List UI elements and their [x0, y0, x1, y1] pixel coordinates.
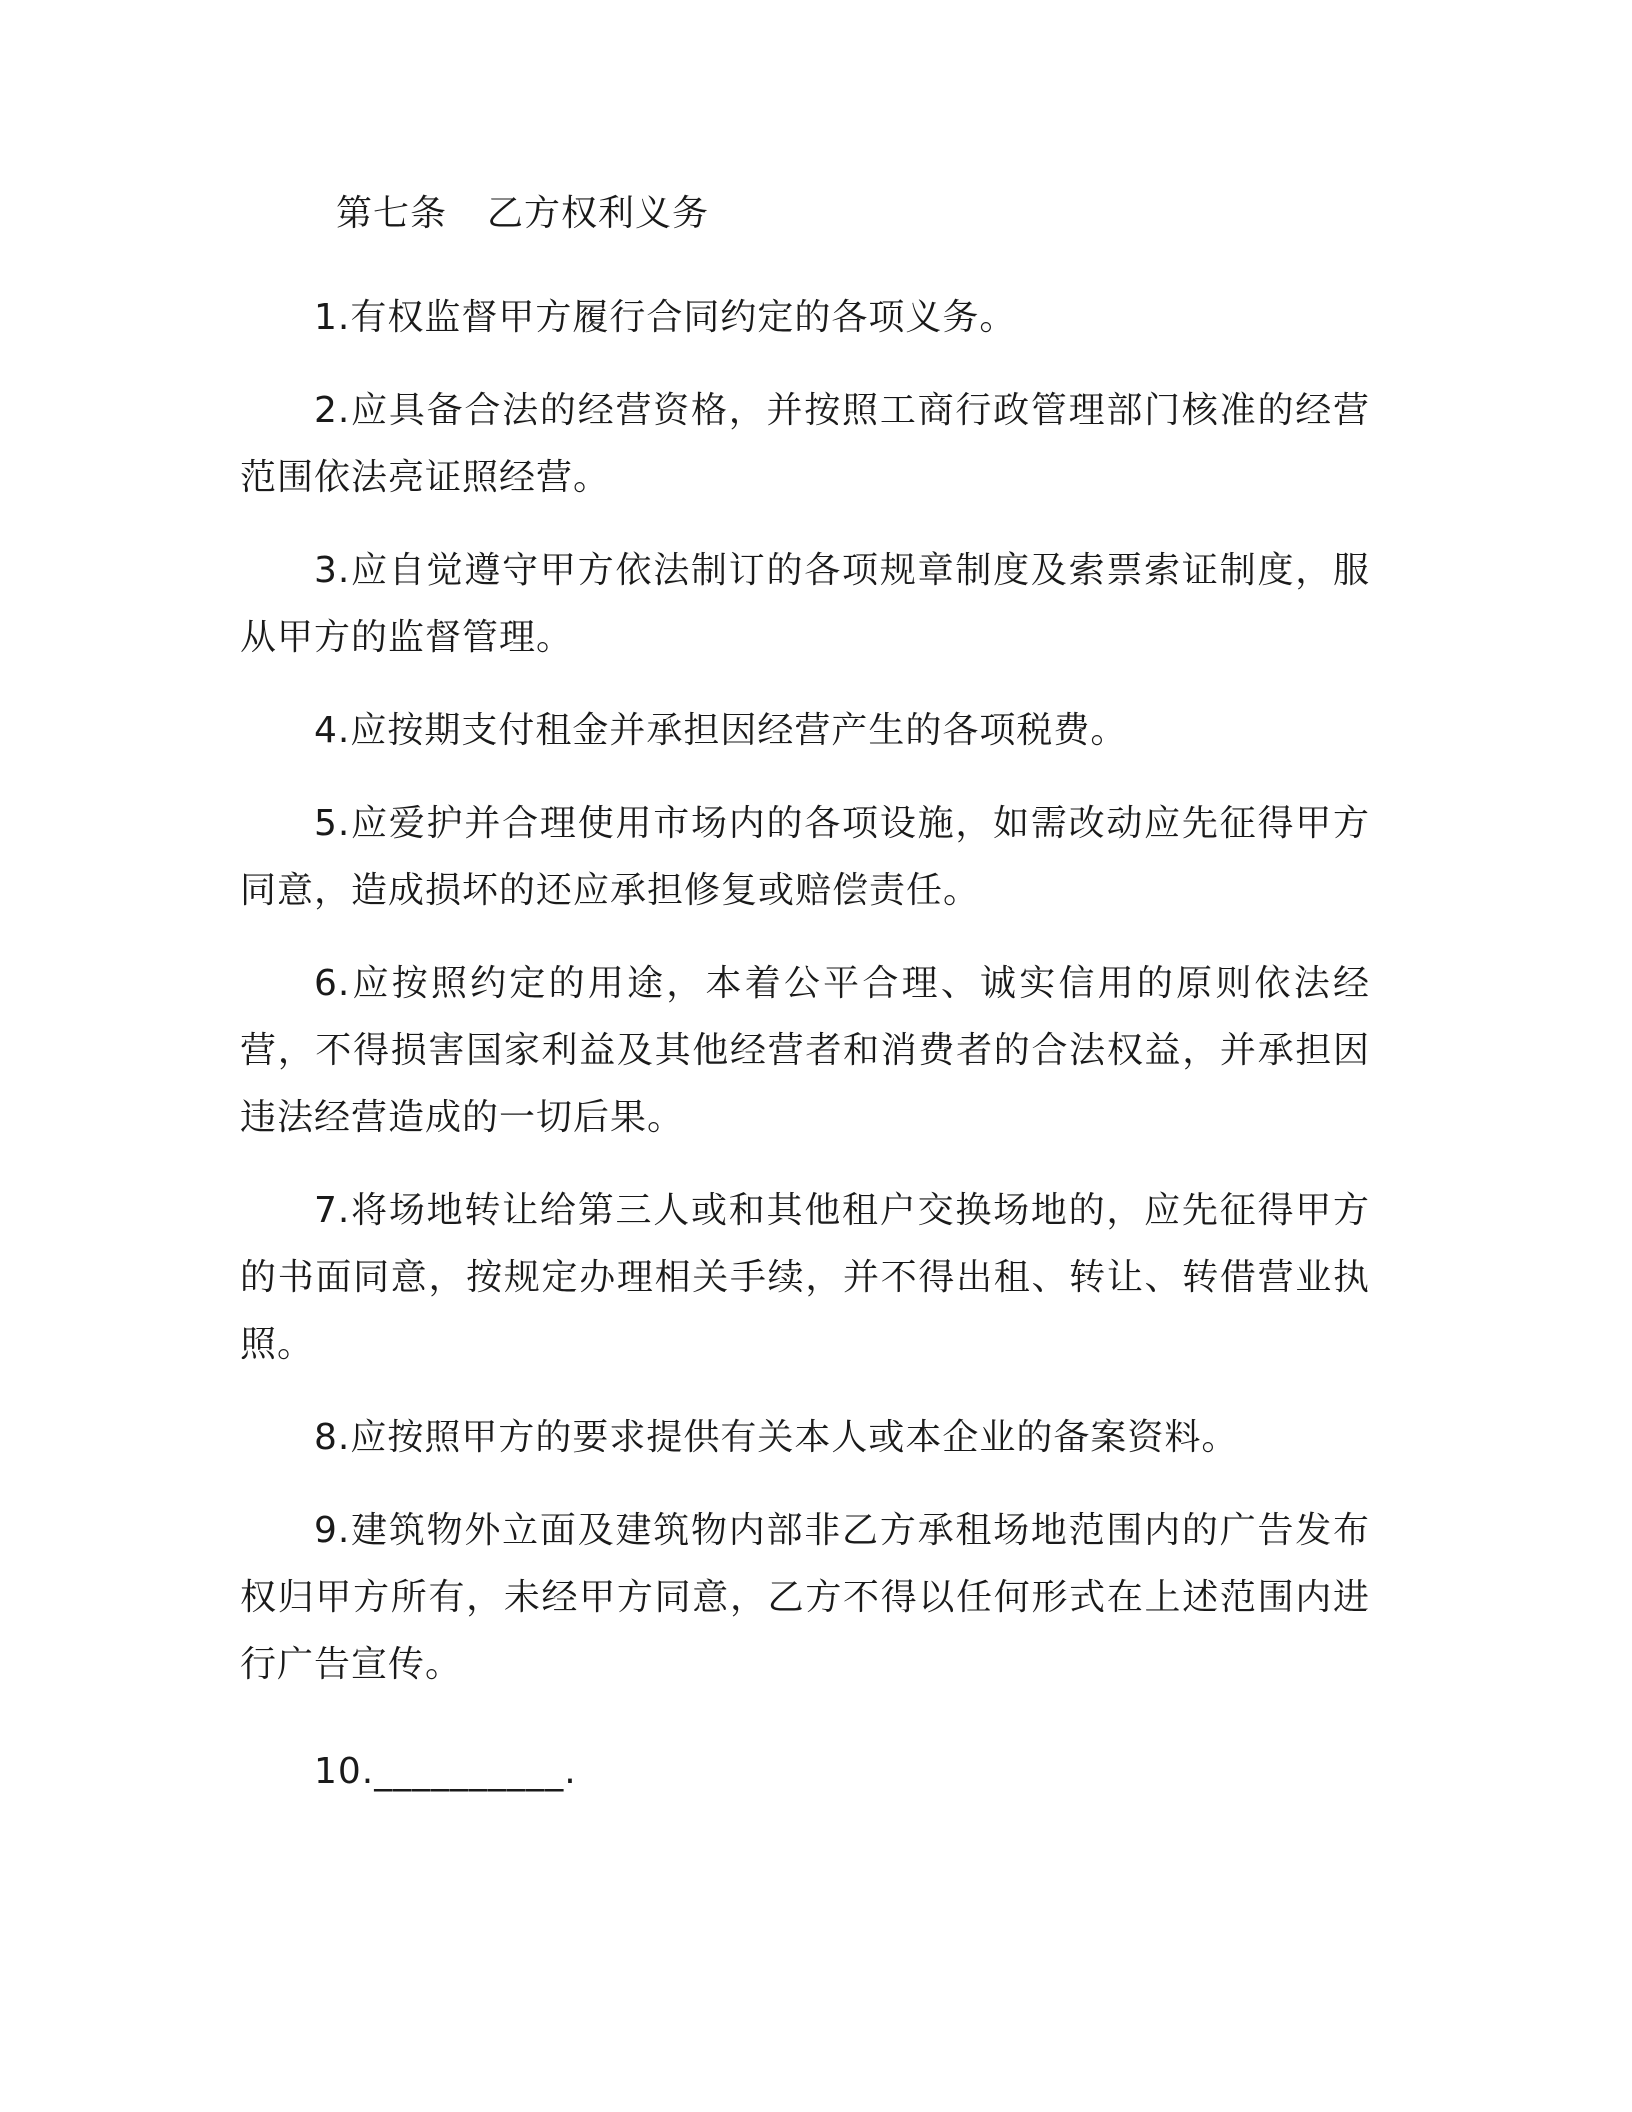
clause-9: 9.建筑物外立面及建筑物内部非乙方承租场地范围内的广告发布权归甲方所有，未经甲方同意，乙方不得以任何形式在上述范围内进行广告宣传。 [240, 1510, 1370, 1685]
clause-1: 1.有权监督甲方履行合同约定的各项义务。 [314, 297, 1017, 338]
article-heading [240, 190, 1370, 238]
clause-7: 7.将场地转让给第三人或和其他租户交换场地的，应先征得甲方的书面同意，按规定办理相关手续，并不得出租、转让、转借营业执照。 [240, 1190, 1370, 1365]
clause-2: 2.应具备合法的经营资格，并按照工商行政管理部门核准的经营范围依法亮证照经营。 [240, 390, 1370, 498]
article-number: 第七条 [336, 193, 448, 234]
clause-3: 3.应自觉遵守甲方依法制订的各项规章制度及索票索证制度，服从甲方的监督管理。 [240, 550, 1370, 658]
clause-6: 6.应按照约定的用途，本着公平合理、诚实信用的原则依法经营，不得损害国家利益及其他经营者和消费者的合法权益，并承担因违法经营造成的一切后果。 [240, 963, 1370, 1138]
clause-4: 4.应按期支付租金并承担因经营产生的各项税费。 [314, 710, 1128, 751]
article-title: 乙方权利义务 [487, 193, 710, 234]
clause-8: 8.应按照甲方的要求提供有关本人或本企业的备案资料。 [314, 1417, 1239, 1458]
clause-5: 5.应爱护并合理使用市场内的各项设施，如需改动应先征得甲方同意，造成损坏的还应承担修复或赔偿责任。 [240, 803, 1370, 911]
document-body [240, 190, 1370, 1831]
clause-10: 10.__________. [314, 1751, 577, 1792]
